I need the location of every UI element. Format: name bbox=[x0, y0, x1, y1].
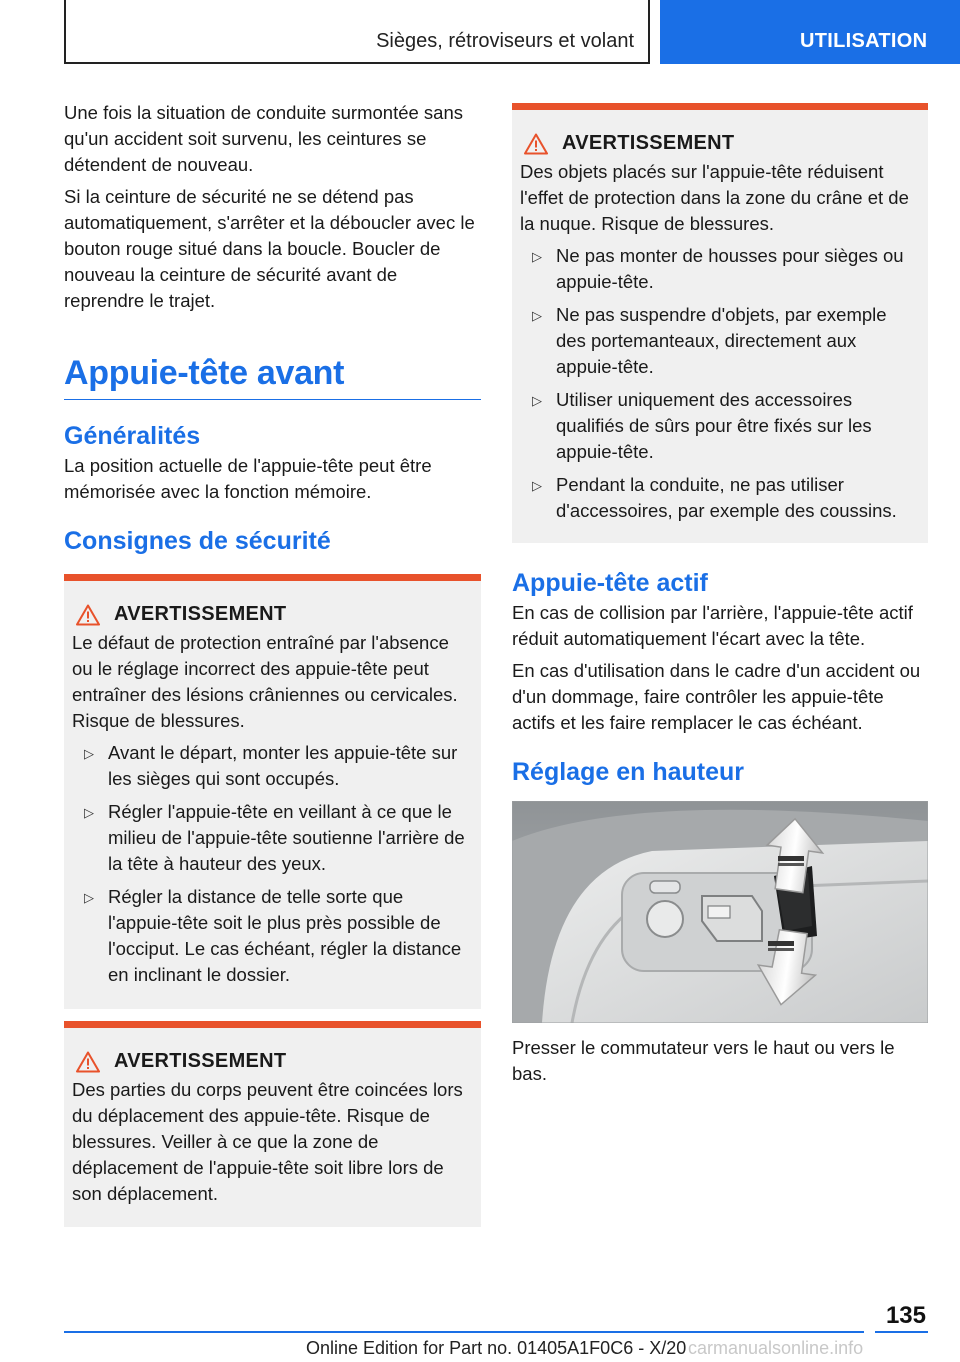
general-text: La position actuelle de l'appuie-tête peut être mémorisée avec la fonction mémoire. bbox=[64, 455, 432, 502]
intro-paragraph-1: Une fois la situation de conduite surmontée sans qu'un accident soit survenu, les ceintures se détendent de nouveau. bbox=[64, 102, 464, 175]
warning-text: Des parties du corps peuvent être coincées lors du déplacement des appuie-tête. Risque de blessures. Veiller à ce que la zone de déplacement de l'appuie-tête soit libre lors de son déplacement. bbox=[72, 1079, 463, 1204]
warning-box-2 bbox=[64, 1021, 481, 1227]
header-chapter-tab bbox=[660, 0, 960, 64]
bullet-triangle-icon: ▷ bbox=[84, 890, 94, 905]
list-item: ▷ Ne pas monter de housses pour sièges ou appuie-tête. bbox=[520, 243, 918, 295]
warning-list bbox=[520, 243, 918, 524]
active-paragraph-1: En cas de collision par l'arrière, l'appuie-tête actif réduit automatiquement l'écart avec la tête. bbox=[512, 602, 913, 649]
intro-paragraph-2: Si la ceinture de sécurité ne se détend pas automatiquement, s'arrêter et la déboucler avec le bouton rouge situé dans la boucle. Boucler de nouveau la ceinture de sécurité avant de reprendre le trajet. bbox=[64, 186, 475, 311]
general-heading: Généralités bbox=[64, 422, 201, 450]
header-chapter-title: UTILISATION bbox=[800, 30, 928, 52]
list-item: ▷ Avant le départ, monter les appuie-tête sur les sièges qui sont occupés. bbox=[72, 740, 471, 792]
warning-triangle-icon bbox=[76, 604, 100, 626]
edition-text: Online Edition for Part no. 01405A1F0C6 - X/20 bbox=[306, 1338, 687, 1358]
warning-text: Le défaut de protection entraîné par l'absence ou le réglage incorrect des appuie-tête peut entraîner des lésions crâniennes ou cervicales. Risque de blessures. bbox=[72, 632, 458, 731]
active-headrest-heading: Appuie-tête actif bbox=[512, 569, 708, 597]
seat-switch-illustration bbox=[512, 801, 928, 1023]
bullet-triangle-icon: ▷ bbox=[532, 393, 542, 408]
footer-divider-right bbox=[875, 1331, 928, 1333]
bullet-triangle-icon: ▷ bbox=[532, 478, 542, 493]
footer-divider bbox=[64, 1331, 864, 1333]
left-column bbox=[64, 100, 481, 1227]
warning-text: Des objets placés sur l'appuie-tête réduisent l'effet de protection dans la zone du crâne et de la nuque. Risque de blessures. bbox=[520, 161, 909, 234]
warning-box-1 bbox=[64, 574, 481, 1009]
list-item: ▷ Ne pas suspendre d'objets, par exemple des portemanteaux, directement aux appuie-tête. bbox=[520, 302, 918, 380]
header-section-title: Sièges, rétroviseurs et volant bbox=[376, 30, 634, 52]
list-item: ▷ Régler la distance de telle sorte que l'appuie-tête soit le plus près possible de l'occiput. Le cas échéant, régler la distance en inclinant le dossier. bbox=[72, 884, 471, 988]
bullet-triangle-icon: ▷ bbox=[84, 746, 94, 761]
warning-list bbox=[72, 740, 471, 988]
bullet-triangle-icon: ▷ bbox=[532, 308, 542, 323]
list-item: ▷ Pendant la conduite, ne pas utiliser d'accessoires, par exemple des coussins. bbox=[520, 472, 918, 524]
warning-triangle-icon bbox=[524, 133, 548, 155]
right-column bbox=[512, 103, 928, 1093]
bullet-triangle-icon: ▷ bbox=[532, 249, 542, 264]
page-number: 135 bbox=[885, 1302, 926, 1329]
header-section-box bbox=[64, 0, 650, 64]
warning-triangle-icon bbox=[76, 1051, 100, 1073]
warning-title: AVERTISSEMENT bbox=[562, 132, 735, 154]
seat-switch-photo bbox=[512, 801, 928, 1023]
warning-title: AVERTISSEMENT bbox=[114, 1050, 287, 1072]
height-caption: Presser le commutateur vers le haut ou vers le bas. bbox=[512, 1037, 895, 1084]
bullet-triangle-icon: ▷ bbox=[84, 805, 94, 820]
watermark-text: carmanualsonline.info bbox=[688, 1338, 864, 1358]
list-item: ▷ Régler l'appuie-tête en veillant à ce que le milieu de l'appuie-tête soutienne l'arrière de la tête à hauteur des yeux. bbox=[72, 799, 471, 877]
warning-box-3 bbox=[512, 103, 928, 543]
warning-title: AVERTISSEMENT bbox=[114, 603, 287, 625]
list-item: ▷ Utiliser uniquement des accessoires qualifiés de sûrs pour être fixés sur les appuie-tête. bbox=[520, 387, 918, 465]
chapter-title: Appuie-tête avant bbox=[64, 354, 481, 400]
active-paragraph-2: En cas d'utilisation dans le cadre d'un accident ou d'un dommage, faire contrôler les appuie-tête actifs et les faire remplacer le cas échéant. bbox=[512, 660, 921, 733]
height-adjust-heading: Réglage en hauteur bbox=[512, 758, 744, 786]
safety-heading: Consignes de sécurité bbox=[64, 527, 331, 555]
